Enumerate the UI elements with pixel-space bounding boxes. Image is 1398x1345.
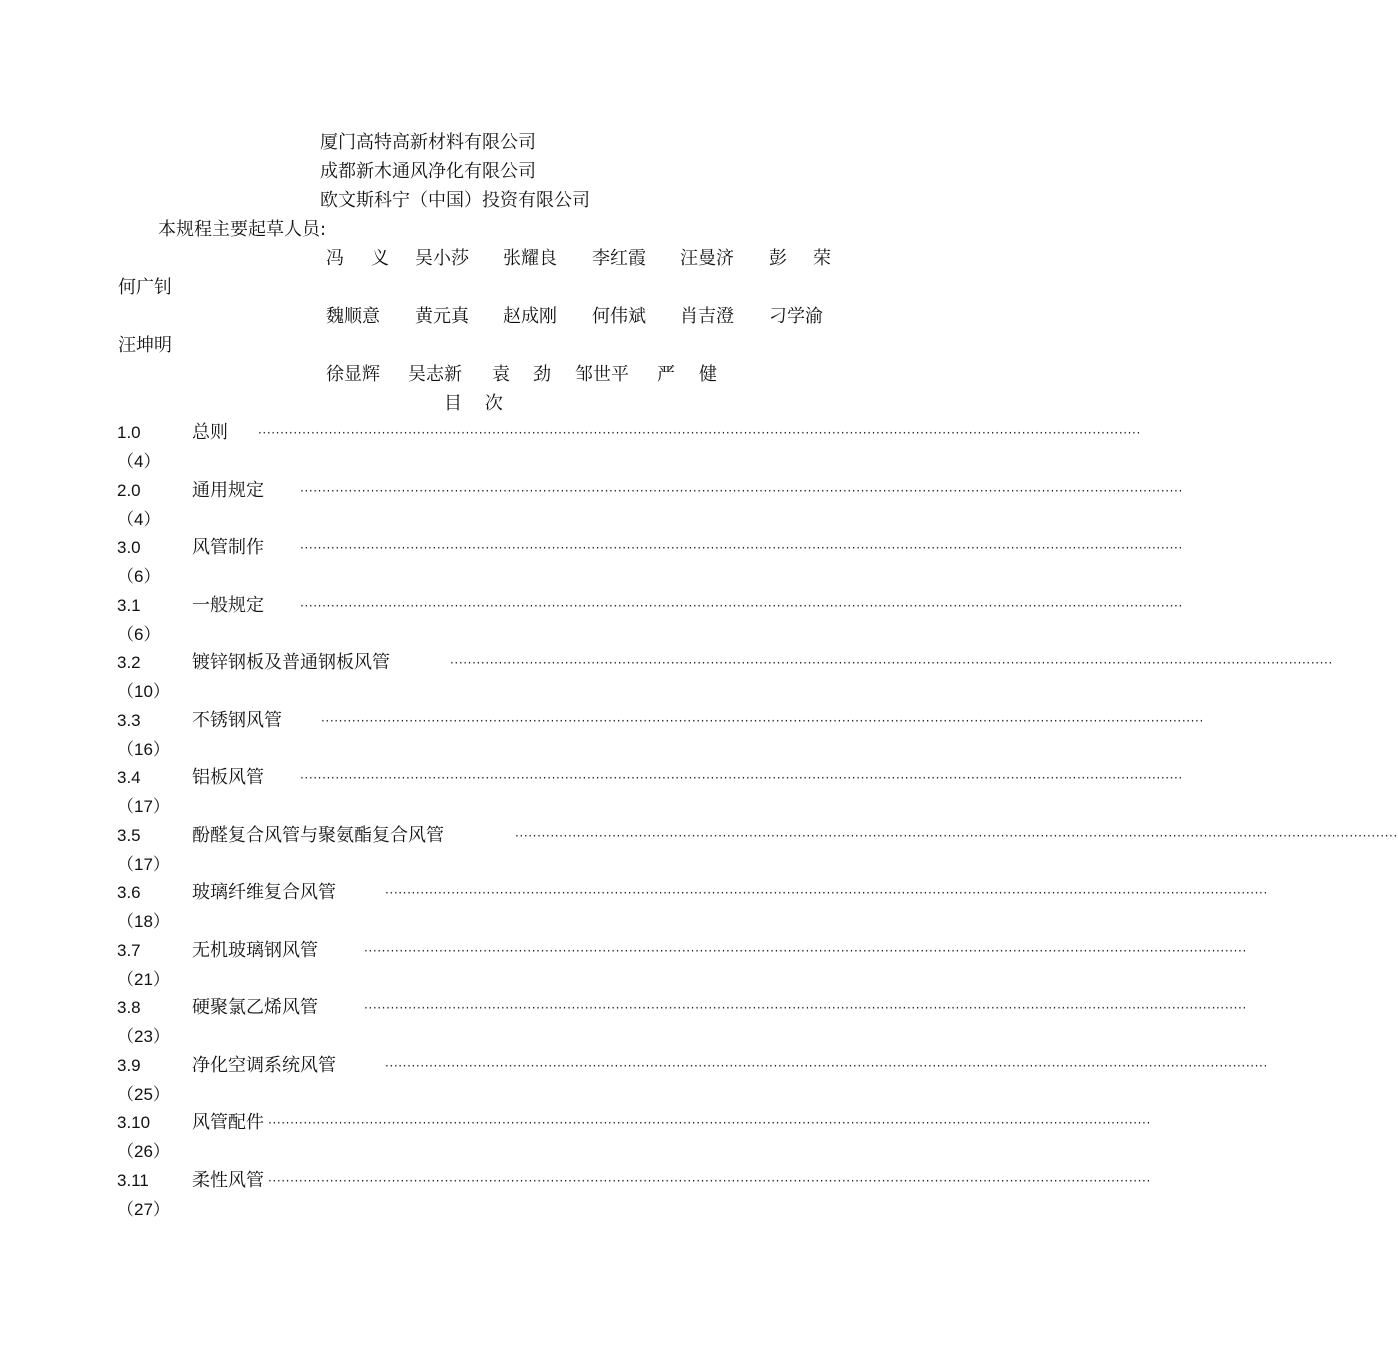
toc-entry-page: （23） (117, 1027, 170, 1046)
toc-entry-number: 3.10 (117, 1113, 151, 1132)
drafter-name: 刁学渝 (769, 306, 823, 327)
drafter-name: 冯 (326, 248, 344, 269)
toc-entry-title: 无机玻璃钢风管 (192, 939, 318, 961)
drafters-label: 本规程主要起草人员: (158, 219, 327, 240)
toc-entry-page: （18） (117, 912, 170, 931)
toc-entry-page: （16） (117, 739, 170, 759)
toc-entry-number: 3.0 (117, 538, 141, 557)
company-line-2: 成都新木通风净化有限公司 (320, 161, 536, 182)
toc-entry-title: 总则 (192, 422, 228, 443)
toc-entry-number: 3.6 (117, 883, 141, 902)
toc-dot-leader: ········································································································································································································ (268, 1173, 1151, 1188)
toc-entry-number: 3.5 (117, 825, 141, 845)
drafter-name: 彭 (769, 248, 787, 269)
toc-entry-number: 3.8 (117, 998, 141, 1017)
drafter-name: 张耀良 (503, 248, 557, 269)
toc-entry-title: 硬聚氯乙烯风管 (192, 997, 318, 1018)
toc-entry-number: 2.0 (117, 480, 141, 500)
toc-dot-leader: ········································································································································································································ (385, 1058, 1268, 1073)
toc-entry-title: 净化空调系统风管 (192, 1054, 336, 1076)
toc-entry-title: 一般规定 (192, 594, 264, 616)
toc-dot-leader: ········································································································································································································ (450, 656, 1333, 670)
toc-entry-page: （6） (117, 567, 161, 586)
toc-dot-leader: ········································································································································································································ (300, 541, 1183, 555)
toc-entry-page: （4） (117, 509, 161, 529)
toc-dot-leader: ········································································································································································································ (258, 426, 1141, 440)
toc-entry-page: （17） (117, 797, 170, 816)
drafter-name: 严 (657, 364, 675, 385)
drafter-name: 肖吉澄 (680, 306, 734, 327)
toc-entry-number: 3.1 (117, 595, 141, 615)
drafter-name: 魏顺意 (326, 306, 380, 327)
drafter-name: 袁 (492, 364, 510, 385)
toc-entry-page: （10） (117, 682, 170, 701)
toc-entry-title: 玻璃纤维复合风管 (192, 882, 336, 903)
toc-entry-number: 3.3 (117, 710, 141, 730)
toc-dot-leader: ········································································································································································································ (300, 598, 1183, 613)
toc-dot-leader: ········································································································································································································ (364, 1001, 1247, 1015)
company-line-3: 欧文斯科宁（中国）投资有限公司 (320, 190, 590, 211)
toc-entry-page: （4） (117, 452, 161, 471)
drafter-name: 黄元真 (415, 306, 469, 327)
drafter-name-wrapped: 汪坤明 (118, 335, 172, 356)
toc-entry-number: 1.0 (117, 423, 141, 442)
drafter-name: 劲 (533, 364, 551, 385)
toc-title: 目 次 (444, 393, 503, 414)
drafter-name: 何伟斌 (592, 306, 646, 327)
toc-entry-number: 3.4 (117, 768, 141, 787)
toc-entry-number: 3.7 (117, 940, 141, 960)
drafter-name: 徐显辉 (326, 364, 380, 385)
drafter-name: 健 (699, 364, 717, 385)
toc-entry-title: 铝板风管 (192, 767, 264, 788)
toc-entry-page: （6） (117, 624, 161, 644)
drafter-name: 汪曼济 (680, 248, 734, 269)
toc-entry-number: 3.9 (117, 1055, 141, 1075)
toc-entry-page: （21） (117, 969, 170, 989)
drafter-name: 吴小莎 (415, 248, 469, 269)
toc-dot-leader: ········································································································································································································ (515, 828, 1398, 843)
toc-dot-leader: ········································································································································································································ (268, 1116, 1151, 1130)
toc-dot-leader: ········································································································································································································ (364, 943, 1247, 958)
drafter-name: 邹世平 (575, 364, 629, 385)
toc-entry-title: 风管制作 (192, 537, 264, 558)
toc-entry-page: （17） (117, 854, 170, 874)
toc-entry-title: 酚醛复合风管与聚氨酯复合风管 (192, 824, 444, 846)
drafter-name: 赵成刚 (503, 306, 557, 327)
toc-entry-title: 风管配件 (192, 1112, 264, 1133)
toc-entry-title: 镀锌钢板及普通钢板风管 (192, 652, 390, 673)
toc-entry-page: （25） (117, 1084, 170, 1104)
drafter-name: 吴志新 (408, 364, 462, 385)
toc-dot-leader: ········································································································································································································ (321, 713, 1204, 728)
toc-entry-number: 3.11 (117, 1170, 149, 1190)
toc-dot-leader: ········································································································································································································ (300, 771, 1183, 785)
toc-dot-leader: ········································································································································································································ (385, 886, 1268, 900)
drafter-name-wrapped: 何广钊 (118, 277, 172, 298)
drafter-name: 义 (371, 248, 389, 269)
toc-entry-title: 通用规定 (192, 479, 264, 501)
drafter-name: 荣 (813, 248, 831, 269)
company-line-1: 厦门高特高新材料有限公司 (320, 132, 536, 153)
toc-entry-title: 不锈钢风管 (192, 709, 282, 731)
toc-entry-number: 3.2 (117, 653, 141, 672)
toc-entry-title: 柔性风管 (192, 1169, 264, 1191)
toc-entry-page: （26） (117, 1142, 170, 1161)
toc-dot-leader: ········································································································································································································ (300, 483, 1183, 498)
drafter-name: 李红霞 (592, 248, 646, 269)
toc-entry-page: （27） (117, 1199, 170, 1219)
